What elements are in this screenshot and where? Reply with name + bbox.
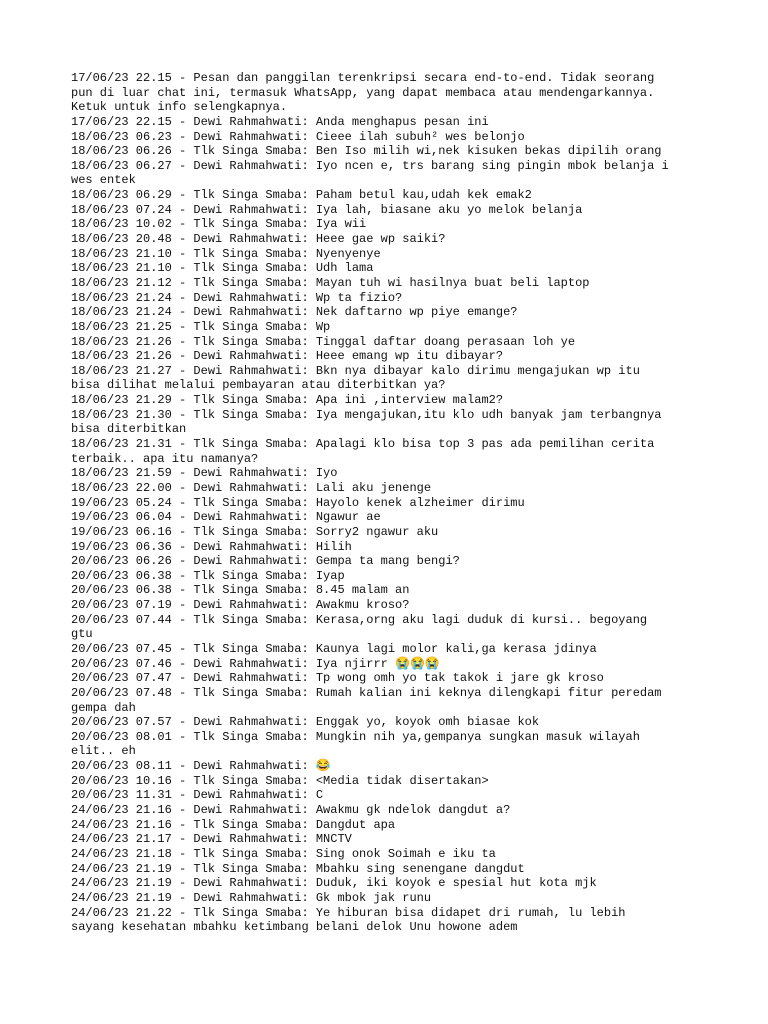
chat-log-line: 18/06/23 21.30 - Tlk Singa Smaba: Iya mengajukan,itu klo udh banyak jam terbangnya	[71, 407, 662, 422]
chat-log-line: 18/06/23 21.12 - Tlk Singa Smaba: Mayan tuh wi hasilnya buat beli laptop	[71, 275, 590, 290]
chat-log-line: 20/06/23 07.44 - Tlk Singa Smaba: Kerasa,orng aku lagi duduk di kursi.. begoyang	[71, 612, 648, 627]
chat-log-line: terbaik.. apa itu namanya?	[71, 451, 259, 466]
chat-export-text	[71, 71, 711, 935]
chat-log-line: wes entek	[71, 173, 136, 188]
chat-log-line: gempa dah	[71, 700, 136, 715]
chat-log-line: sayang kesehatan mbahku ketimbang belani delok Unu howone adem	[71, 920, 518, 935]
chat-log-line: 18/06/23 21.10 - Tlk Singa Smaba: Nyenyenye	[71, 246, 381, 261]
chat-log-line: 18/06/23 06.26 - Tlk Singa Smaba: Ben Iso milih wi,nek kisuken bekas dipilih orang	[71, 144, 662, 159]
chat-log-line: 18/06/23 10.02 - Tlk Singa Smaba: Iya wii	[71, 217, 367, 232]
chat-log-line: 18/06/23 21.29 - Tlk Singa Smaba: Apa ini ,interview malam2?	[71, 393, 504, 408]
chat-log-line: 20/06/23 08.11 - Dewi Rahmahwati: 😂	[71, 759, 331, 774]
chat-log-line: 24/06/23 21.19 - Dewi Rahmahwati: Duduk, iki koyok e spesial hut kota mjk	[71, 876, 597, 891]
chat-log-line: 18/06/23 21.24 - Dewi Rahmahwati: Nek daftarno wp piye emange?	[71, 305, 518, 320]
chat-log-line: 18/06/23 21.10 - Tlk Singa Smaba: Udh lama	[71, 261, 374, 276]
chat-log-line: 19/06/23 06.36 - Dewi Rahmahwati: Hilih	[71, 539, 352, 554]
chat-log-line: 20/06/23 07.19 - Dewi Rahmahwati: Awakmu kroso?	[71, 598, 410, 613]
chat-log-line: 18/06/23 22.00 - Dewi Rahmahwati: Lali aku jenenge	[71, 480, 432, 495]
chat-log-line: pun di luar chat ini, termasuk WhatsApp, yang dapat membaca atau mendengarkannya.	[71, 85, 655, 100]
chat-log-line: bisa dilihat melalui pembayaran atau diterbitkan ya?	[71, 378, 446, 393]
chat-log-line: 20/06/23 11.31 - Dewi Rahmahwati: C	[71, 788, 324, 803]
chat-log-line: bisa diterbitkan	[71, 422, 187, 437]
chat-log-line: 18/06/23 21.26 - Dewi Rahmahwati: Heee emang wp itu dibayar?	[71, 349, 504, 364]
chat-log-line: 17/06/23 22.15 - Dewi Rahmahwati: Anda menghapus pesan ini	[71, 114, 489, 129]
chat-log-line: 18/06/23 21.31 - Tlk Singa Smaba: Apalagi klo bisa top 3 pas ada pemilihan cerita	[71, 437, 655, 452]
chat-log-line: 20/06/23 07.47 - Dewi Rahmahwati: Tp wong omh yo tak takok i jare gk kroso	[71, 671, 604, 686]
chat-log-line: 20/06/23 07.45 - Tlk Singa Smaba: Kaunya lagi molor kali,ga kerasa jdinya	[71, 641, 597, 656]
chat-log-line: 20/06/23 06.38 - Tlk Singa Smaba: 8.45 malam an	[71, 583, 410, 598]
chat-log-line: 24/06/23 21.16 - Tlk Singa Smaba: Dangdut apa	[71, 817, 396, 832]
chat-log-line: 20/06/23 06.26 - Dewi Rahmahwati: Gempa ta mang bengi?	[71, 554, 460, 569]
chat-log-line: 18/06/23 20.48 - Dewi Rahmahwati: Heee gae wp saiki?	[71, 232, 446, 247]
chat-log-line: 18/06/23 21.27 - Dewi Rahmahwati: Bkn nya dibayar kalo dirimu mengajukan wp itu	[71, 363, 640, 378]
chat-log-line: 19/06/23 05.24 - Tlk Singa Smaba: Hayolo kenek alzheimer dirimu	[71, 495, 525, 510]
chat-log-line: gtu	[71, 627, 93, 642]
chat-log-line: 24/06/23 21.19 - Dewi Rahmahwati: Gk mbok jak runu	[71, 890, 432, 905]
chat-log-line: 24/06/23 21.16 - Dewi Rahmahwati: Awakmu gk ndelok dangdut a?	[71, 803, 511, 818]
chat-log-line: 18/06/23 06.27 - Dewi Rahmahwati: Iyo ncen e, trs barang sing pingin mbok belanja i	[71, 158, 669, 173]
chat-log-line: 20/06/23 08.01 - Tlk Singa Smaba: Mungkin nih ya,gempanya sungkan masuk wilayah	[71, 729, 640, 744]
chat-log-line: 18/06/23 21.59 - Dewi Rahmahwati: Iyo	[71, 466, 338, 481]
chat-log-line: elit.. eh	[71, 744, 136, 759]
chat-log-line: 19/06/23 06.04 - Dewi Rahmahwati: Ngawur ae	[71, 510, 381, 525]
chat-log-line: 18/06/23 06.23 - Dewi Rahmahwati: Cieee ilah subuh² wes belonjo	[71, 129, 525, 144]
chat-log-line: 24/06/23 21.18 - Tlk Singa Smaba: Sing onok Soimah e iku ta	[71, 846, 496, 861]
chat-log-line: 18/06/23 06.29 - Tlk Singa Smaba: Paham betul kau,udah kek emak2	[71, 188, 532, 203]
chat-log-line: 20/06/23 07.48 - Tlk Singa Smaba: Rumah kalian ini keknya dilengkapi fitur peredam	[71, 685, 662, 700]
chat-log-line: 24/06/23 21.17 - Dewi Rahmahwati: MNCTV	[71, 832, 352, 847]
chat-log-line: 18/06/23 07.24 - Dewi Rahmahwati: Iya lah, biasane aku yo melok belanja	[71, 202, 583, 217]
chat-log-line: 17/06/23 22.15 - Pesan dan panggilan terenkripsi secara end-to-end. Tidak seorang	[71, 71, 655, 85]
chat-log-line: 18/06/23 21.25 - Tlk Singa Smaba: Wp	[71, 319, 331, 334]
chat-log-line: 18/06/23 21.26 - Tlk Singa Smaba: Tinggal daftar doang perasaan loh ye	[71, 334, 576, 349]
chat-log-line: 20/06/23 06.38 - Tlk Singa Smaba: Iyap	[71, 568, 345, 583]
chat-log-line: Ketuk untuk info selengkapnya.	[71, 100, 288, 115]
chat-log-line: 24/06/23 21.19 - Tlk Singa Smaba: Mbahku sing senengane dangdut	[71, 861, 525, 876]
chat-log-line: 18/06/23 21.24 - Dewi Rahmahwati: Wp ta fizio?	[71, 290, 403, 305]
chat-log-line: 20/06/23 07.46 - Dewi Rahmahwati: Iya njirrr 😭😭😭	[71, 656, 440, 671]
chat-log-line: 19/06/23 06.16 - Tlk Singa Smaba: Sorry2 ngawur aku	[71, 524, 439, 539]
chat-log-line: 20/06/23 10.16 - Tlk Singa Smaba: <Media tidak disertakan>	[71, 773, 489, 788]
chat-log-line: 24/06/23 21.22 - Tlk Singa Smaba: Ye hiburan bisa didapet dri rumah, lu lebih	[71, 905, 626, 920]
chat-log-line: 20/06/23 07.57 - Dewi Rahmahwati: Enggak yo, koyok omh biasae kok	[71, 715, 540, 730]
